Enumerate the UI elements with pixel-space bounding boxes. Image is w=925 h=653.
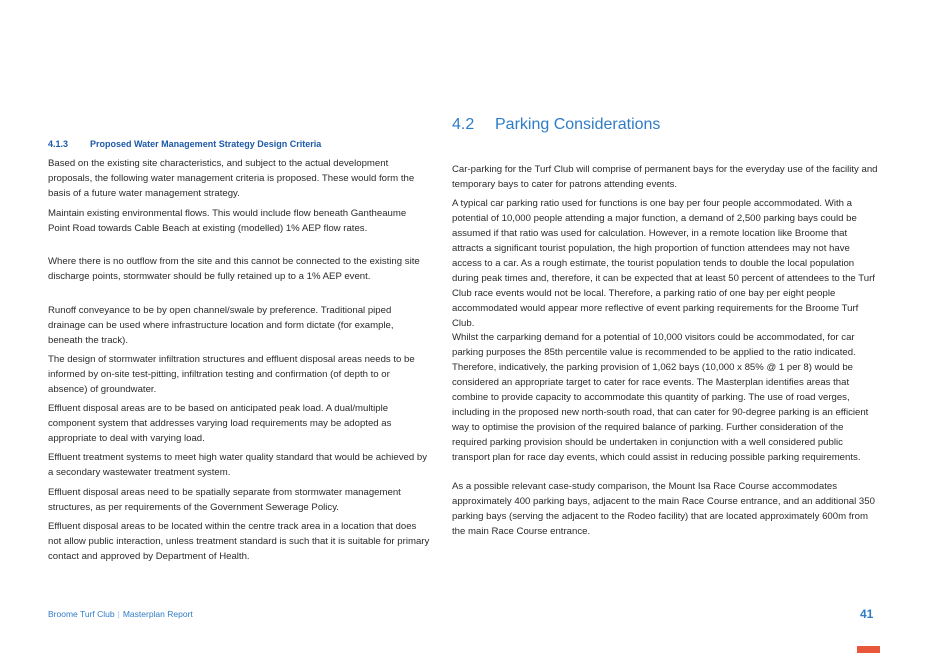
- subsection-number: 4.1.3: [48, 139, 69, 149]
- accent-bar: [857, 646, 880, 653]
- paragraph: The design of stormwater infiltration structures and effluent disposal areas needs to be informed by on-site test-pitting, infiltration testing and confirmation (of depth to or absence) of groundwater.: [48, 354, 415, 395]
- paragraph: Effluent treatment systems to meet high water quality standard that would be achieved by a secondary wastewater treatment system.: [48, 452, 427, 478]
- paragraph: A typical car parking ratio used for functions is one bay per four people accommodated. With a potential of 10,000 people attending a major function, a demand of 2,500 parking bays could be assumed if that ratio was used for calculation. However, in a remote location like Broome that attracts a significant tourist population, the high proportion of function attendees may not have access to a car. As a rough estimate, the tourist population tends to double the local population during peak times and, therefore, it can be expected that at least 50 percent of attendees to the Turf Club race events would not be local. Therefore, a parking ratio of one bay per eight people accommodated would appear more reflective of event parking requirements for the Broome Turf Club.: [452, 198, 875, 329]
- footer: [48, 609, 193, 619]
- paragraph: Effluent disposal areas to be located within the centre track area in a location that does not allow public interaction, unless treatment standard is such that it is suitable for primary contact and approved by Department of Health.: [48, 521, 430, 562]
- section-number: 4.2: [452, 116, 475, 133]
- footer-separator: |: [117, 609, 120, 619]
- footer-report: Masterplan Report: [122, 609, 193, 619]
- paragraph: As a possible relevant case-study comparison, the Mount Isa Race Course accommodates approximately 400 parking bays, adjacent to the main Race Course entrance, and an additional 350 parking bays (serving the adjacent to the Rodeo facility) that are located approximately 600m from the main Race Course entrance.: [452, 481, 875, 537]
- page-number: 41: [860, 607, 874, 621]
- paragraph: Runoff conveyance to be by open channel/swale by preference. Traditional piped drainage can be used where infrastructure location and form dictate (for example, beneath the track).: [48, 305, 394, 346]
- paragraph: Car-parking for the Turf Club will comprise of permanent bays for the everyday use of the facility and temporary bays to cater for patrons attending events.: [452, 164, 878, 190]
- footer-client: Broome Turf Club: [48, 609, 115, 619]
- paragraph: Where there is no outflow from the site and this cannot be connected to the existing site discharge points, stormwater should be fully retained up to a 1% AEP event.: [48, 256, 420, 282]
- subsection-title: Proposed Water Management Strategy Design Criteria: [90, 139, 322, 149]
- paragraph: Maintain existing environmental flows. This would include flow beneath Gantheaume Point Road towards Cable Beach at existing (modelled) 1% AEP flow rates.: [48, 208, 407, 234]
- section-heading: [452, 116, 660, 134]
- section-title: Parking Considerations: [495, 116, 661, 133]
- paragraph: Based on the existing site characteristics, and subject to the actual development proposals, the following water management criteria is proposed. These would form the basis of a future water management strategy.: [48, 158, 415, 199]
- paragraph: Effluent disposal areas need to be spatially separate from stormwater management structures, as per requirements of the Government Sewerage Policy.: [48, 487, 401, 513]
- paragraph: Effluent disposal areas are to be based on anticipated peak load. A dual/multiple component system that addresses varying load requirements may be adopted as appropriate to deal with varying load.: [48, 403, 392, 444]
- paragraph: Whilst the carparking demand for a potential of 10,000 visitors could be accommodated, for car parking purposes the 85th percentile value is recommended to be applied to the ratio indicated. Therefore, indicatively, the parking provision of 1,062 bays (10,000 x 85% @ 1 per 8) would be considered an appropriate target to cater for race events. The Masterplan identifies areas that combine to provide capacity to accommodate this quantity of parking. The use of road verges, including in the proposed new north-south road, that can cater for 90-degree parking is an efficient way to optimise the provision of the required balance of parking. Further consideration of the required parking provision should be undertaken in conjunction with a well considered public transport plan for race day events, which could assist in reducing possible parking requirements.: [452, 332, 869, 463]
- subsection-heading: [48, 139, 321, 149]
